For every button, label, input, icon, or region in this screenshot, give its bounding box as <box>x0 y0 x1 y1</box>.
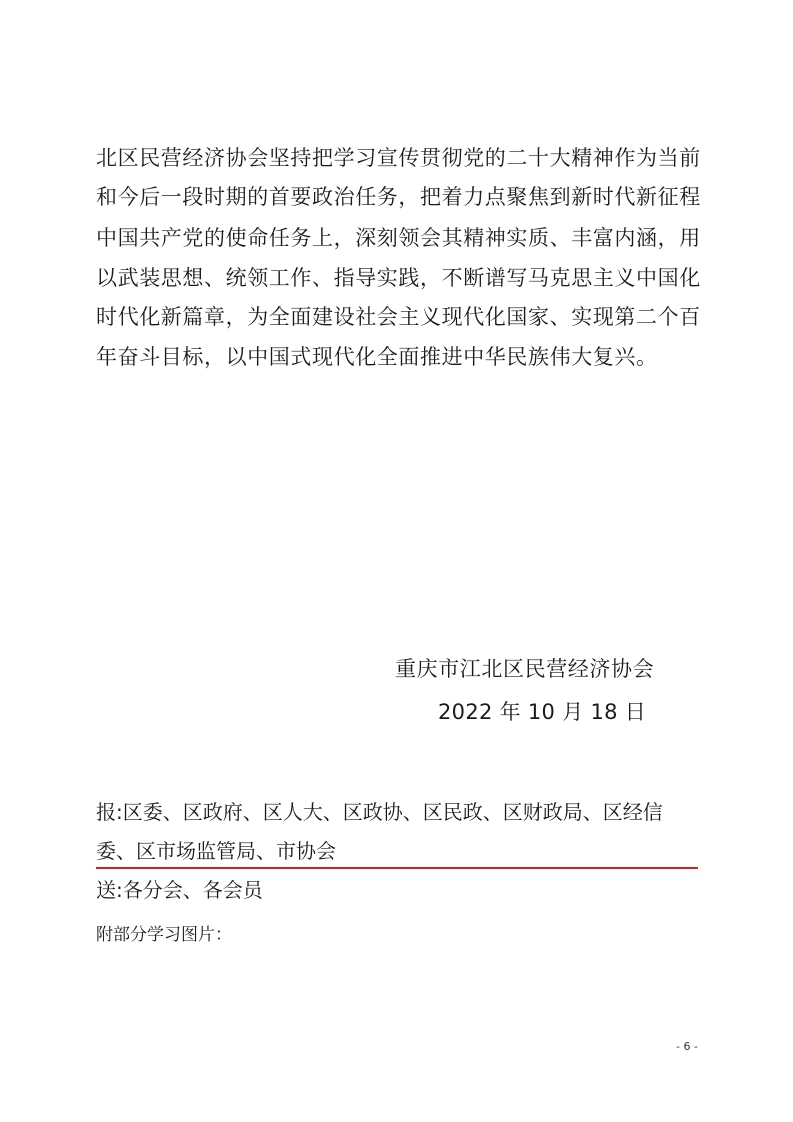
attachment-note: 附部分学习图片： <box>96 925 232 945</box>
body-line-4: 以武装思想、统领工作、指导实践，不断谱写马克思主义中国化 <box>96 266 701 290</box>
red-divider-rule <box>96 867 698 869</box>
signature-date: 2022 年 10 月 18 日 <box>438 700 647 724</box>
body-line-1: 北区民营经济协会坚持把学习宣传贯彻党的二十大精神作为当前 <box>96 146 701 170</box>
send-recipients-line: 送:各分会、各会员 <box>96 878 263 902</box>
body-line-2: 和今后一段时期的首要政治任务，把着力点聚焦到新时代新征程 <box>96 185 701 209</box>
body-line-6: 年奋斗目标，以中国式现代化全面推进中华民族伟大复兴。 <box>96 345 658 369</box>
report-recipients-line-1: 报:区委、区政府、区人大、区政协、区民政、区财政局、区经信 <box>96 800 663 824</box>
page-number: - 6 - <box>676 1040 698 1053</box>
body-line-3: 中国共产党的使命任务上，深刻领会其精神实质、丰富内涵，用 <box>96 226 701 250</box>
report-recipients-line-2: 委、区市场监管局、市协会 <box>96 839 336 863</box>
body-line-5: 时代化新篇章，为全面建设社会主义现代化国家、实现第二个百 <box>96 305 701 329</box>
signature-organization: 重庆市江北区民营经济协会 <box>395 657 655 681</box>
